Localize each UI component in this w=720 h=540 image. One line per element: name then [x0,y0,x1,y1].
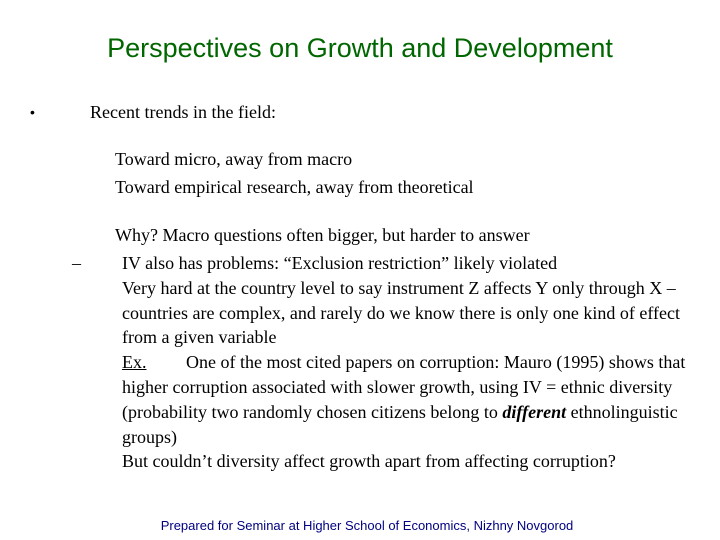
bullet-marker: • [30,104,35,120]
closing-question: But couldn’t diversity affect growth apart from affecting corruption? [122,451,616,472]
example-paragraph [122,350,692,449]
footer-text: Prepared for Seminar at Higher School of Economics, Nizhny Novgorod [160,518,574,533]
example-label: Ex. [122,352,147,373]
slide-title: Perspectives on Growth and Development [107,33,613,63]
example-text-end: ethnolinguistic groups) [122,401,678,447]
iv-discussion [122,251,692,474]
why-question: Why? Macro questions often bigger, but harder to answer [115,225,530,245]
trend-micro: Toward micro, away from macro [115,149,353,169]
iv-problems-line: IV also has problems: “Exclusion restriction” likely violated [122,253,558,273]
example-emphasis: different [502,401,567,422]
country-level-paragraph: Very hard at the country level to say instrument Z affects Y only through X – countries are complex, and rarely do we know there is only one kind of effect from a given variable [122,277,680,348]
intro-text: Recent trends in the field: [90,102,276,122]
example-text-start: One of the most cited papers on corruption: Mauro (1995) shows that higher corruption associated with slower growth, using IV = ethnic diversity (probability two randomly chosen citizens belong to [122,352,686,422]
dash-marker: – [72,253,81,273]
trend-empirical: Toward empirical research, away from theoretical [115,177,474,197]
